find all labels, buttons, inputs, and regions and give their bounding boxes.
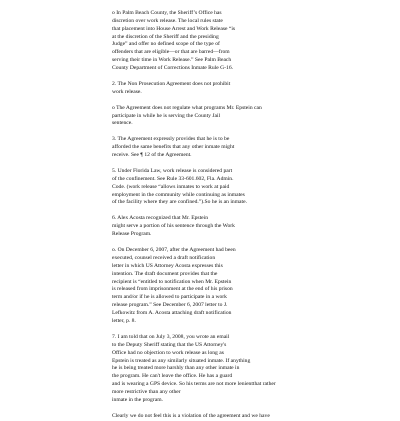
paragraph bbox=[112, 10, 290, 73]
text-line: 5. Under Florida Law, work release is considered part bbox=[112, 167, 233, 174]
text-line: recipient is “entitled to notification when Mr. Epstein bbox=[112, 278, 232, 285]
text-line: more restrictive than any other bbox=[112, 389, 181, 396]
text-line: employment in the community while continuing as inmates bbox=[112, 191, 245, 198]
text-line: 3. The Agreement expressly provides that he is to be bbox=[112, 136, 230, 143]
text-line: of the confinement. See Rule 33-601.602, Fla. Admin. bbox=[112, 175, 234, 182]
text-line: participate in while he is serving the County Jail bbox=[112, 112, 221, 119]
paragraph bbox=[112, 168, 290, 208]
text-line: afforded the same benefits that any other inmate might bbox=[112, 144, 235, 151]
text-line: letter in which US Attorney Acosta expresses this bbox=[112, 262, 223, 269]
paragraph bbox=[112, 215, 290, 239]
text-line: Judge” and offer no defined scope of the type of bbox=[112, 41, 220, 48]
paragraph bbox=[112, 81, 290, 97]
text-line: o. On December 6, 2007, after the Agreement had been bbox=[112, 246, 236, 253]
text-line: Lefkowitz from A. Acosta attaching draft notification bbox=[112, 310, 232, 317]
paragraph bbox=[112, 413, 290, 421]
document-body bbox=[112, 0, 290, 421]
text-line: Clearly we do not feel this is a violation of the agreement and we have bbox=[112, 412, 270, 419]
paragraph bbox=[112, 334, 290, 405]
paragraph bbox=[112, 247, 290, 326]
text-line: receive. See ¶ 12 of the Agreement. bbox=[112, 152, 192, 159]
text-line: Office had no objection to work release as long as bbox=[112, 349, 224, 356]
text-line: he is being treated more harshly than any other inmate in bbox=[112, 365, 240, 372]
text-line: work release. bbox=[112, 88, 142, 95]
text-line: o The Agreement does not regulate what programs Mr. Epstein can bbox=[112, 104, 262, 111]
text-line: at the discretion of the Sheriff and the presiding bbox=[112, 33, 219, 40]
text-line: to the Deputy Sheriff stating that the US Attorney's bbox=[112, 341, 227, 348]
text-line: letter, p. 8. bbox=[112, 318, 136, 325]
text-line: that placement into House Arrest and Work Release “is bbox=[112, 25, 236, 32]
paragraph bbox=[112, 136, 290, 160]
text-line bbox=[112, 0, 290, 2]
text-line: serving their time in Work Release.” See Palm Beach bbox=[112, 57, 232, 64]
text-line: 2. The Non Prosecution Agreement does not prohibit bbox=[112, 80, 231, 87]
text-line: o In Palm Beach County, the Sheriff’s Office has bbox=[112, 9, 222, 16]
text-line: might serve a portion of his sentence through the Work bbox=[112, 223, 235, 230]
text-line: is released from imprisonment at the end of his prison bbox=[112, 286, 233, 293]
text-line: 6. Alex Acosta recognized that Mr. Epstein bbox=[112, 215, 209, 222]
paragraph bbox=[112, 105, 290, 129]
text-line: Release Program. bbox=[112, 231, 152, 238]
text-line: intention. The draft document provides that the bbox=[112, 270, 218, 277]
text-line: executed, counsel received a draft notification bbox=[112, 254, 216, 261]
text-line: 7. I am told that on July 3, 2008, you wrote an email bbox=[112, 333, 230, 340]
text-line: sentence. bbox=[112, 120, 133, 127]
text-line: the program. He can't leave the office. He has a guard bbox=[112, 373, 233, 380]
text-line: offenders that are eligible—or that are barred—from bbox=[112, 49, 230, 56]
text-line: inmate in the program. bbox=[112, 397, 163, 404]
text-line: Code. (work release “allows inmates to work at paid bbox=[112, 183, 230, 190]
paragraph bbox=[112, 0, 290, 2]
text-line: County Department of Corrections Inmate Rule G-16. bbox=[112, 65, 234, 72]
text-line: Epstein is treated as any similarly situated inmate. If anything bbox=[112, 357, 251, 364]
text-line: release program.” See December 6, 2007 letter to J. bbox=[112, 302, 228, 309]
text-line: term and/or if he is allowed to participate in a work bbox=[112, 294, 227, 301]
text-line: of the facility where they are confined.”).So he is an inmate. bbox=[112, 199, 247, 206]
text-line: and is wearing a GPS device. So his terms are not more lenientthat rather bbox=[112, 381, 276, 388]
text-line: discretion over work release. The local rules state bbox=[112, 17, 223, 24]
